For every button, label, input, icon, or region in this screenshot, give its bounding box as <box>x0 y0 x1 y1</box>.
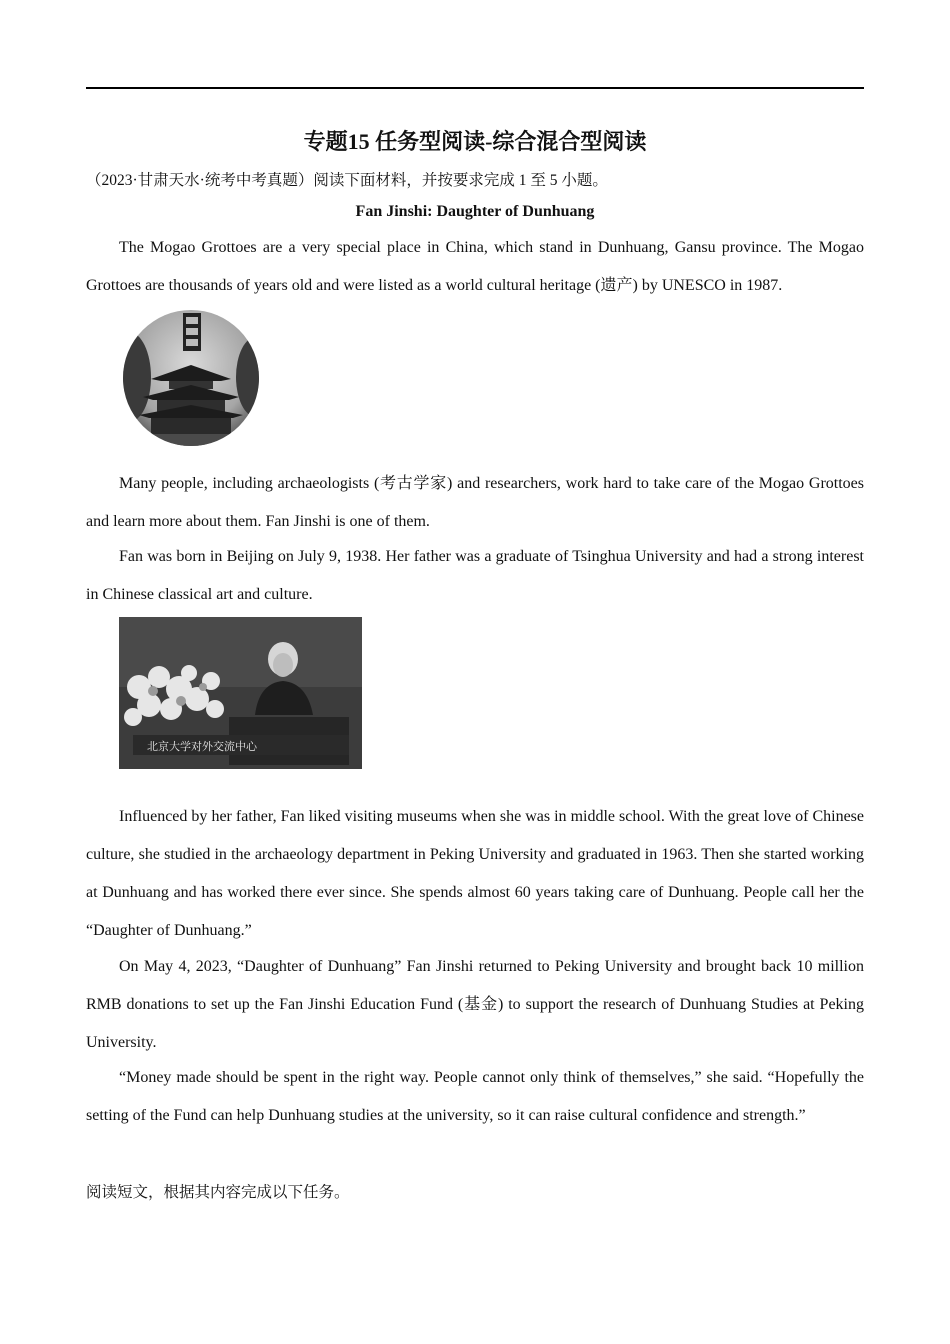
paragraph-6: “Money made should be spent in the right way. People cannot only think of themselves,” she said. “Hopefully the setting of the Fund can help Dunhuang studies at the university, so it can raise cultural confidence and strength.” <box>86 1069 864 1124</box>
passage-title: Fan Jinshi: Daughter of Dunhuang <box>355 203 595 220</box>
paragraph-2: Many people, including archaeologists (考古学家) and researchers, work hard to take care of the Mogao Grottoes and learn more about them. Fan Jinshi is one of them. <box>86 475 864 530</box>
fan-jinshi-podium-photo <box>119 617 362 769</box>
question-source: （2023·甘肃天水·统考中考真题）阅读下面材料，并按要求完成 1 至 5 小题。 <box>86 172 608 189</box>
page-title: 专题15 任务型阅读-综合混合型阅读 <box>303 129 647 154</box>
mogao-pavilion-photo <box>121 307 261 449</box>
podium-banner-text: 北京大学对外交流中心 <box>147 740 257 753</box>
paragraph-1: The Mogao Grottoes are a very special place in China, which stand in Dunhuang, Gansu province. The Mogao Grottoes are thousands of years old and were listed as a world cultural heritage (遗产) by UNESCO in 1987. <box>86 239 864 294</box>
header-rule <box>86 87 864 89</box>
task-instruction: 阅读短文，根据其内容完成以下任务。 <box>86 1184 350 1201</box>
paragraph-4: Influenced by her father, Fan liked visiting museums when she was in middle school. With the great love of Chinese culture, she studied in the archaeology department in Peking University and graduated in 1963. Then she started working at Dunhuang and has worked there ever since. She spends almost 60 years taking care of Dunhuang. People call her the “Daughter of Dunhuang.” <box>86 808 864 939</box>
paragraph-3: Fan was born in Beijing on July 9, 1938. Her father was a graduate of Tsinghua University and had a strong interest in Chinese classical art and culture. <box>86 548 864 603</box>
paragraph-5: On May 4, 2023, “Daughter of Dunhuang” Fan Jinshi returned to Peking University and brought back 10 million RMB donations to set up the Fan Jinshi Education Fund (基金) to support the research of Dunhuang Studies at Peking University. <box>86 958 864 1051</box>
